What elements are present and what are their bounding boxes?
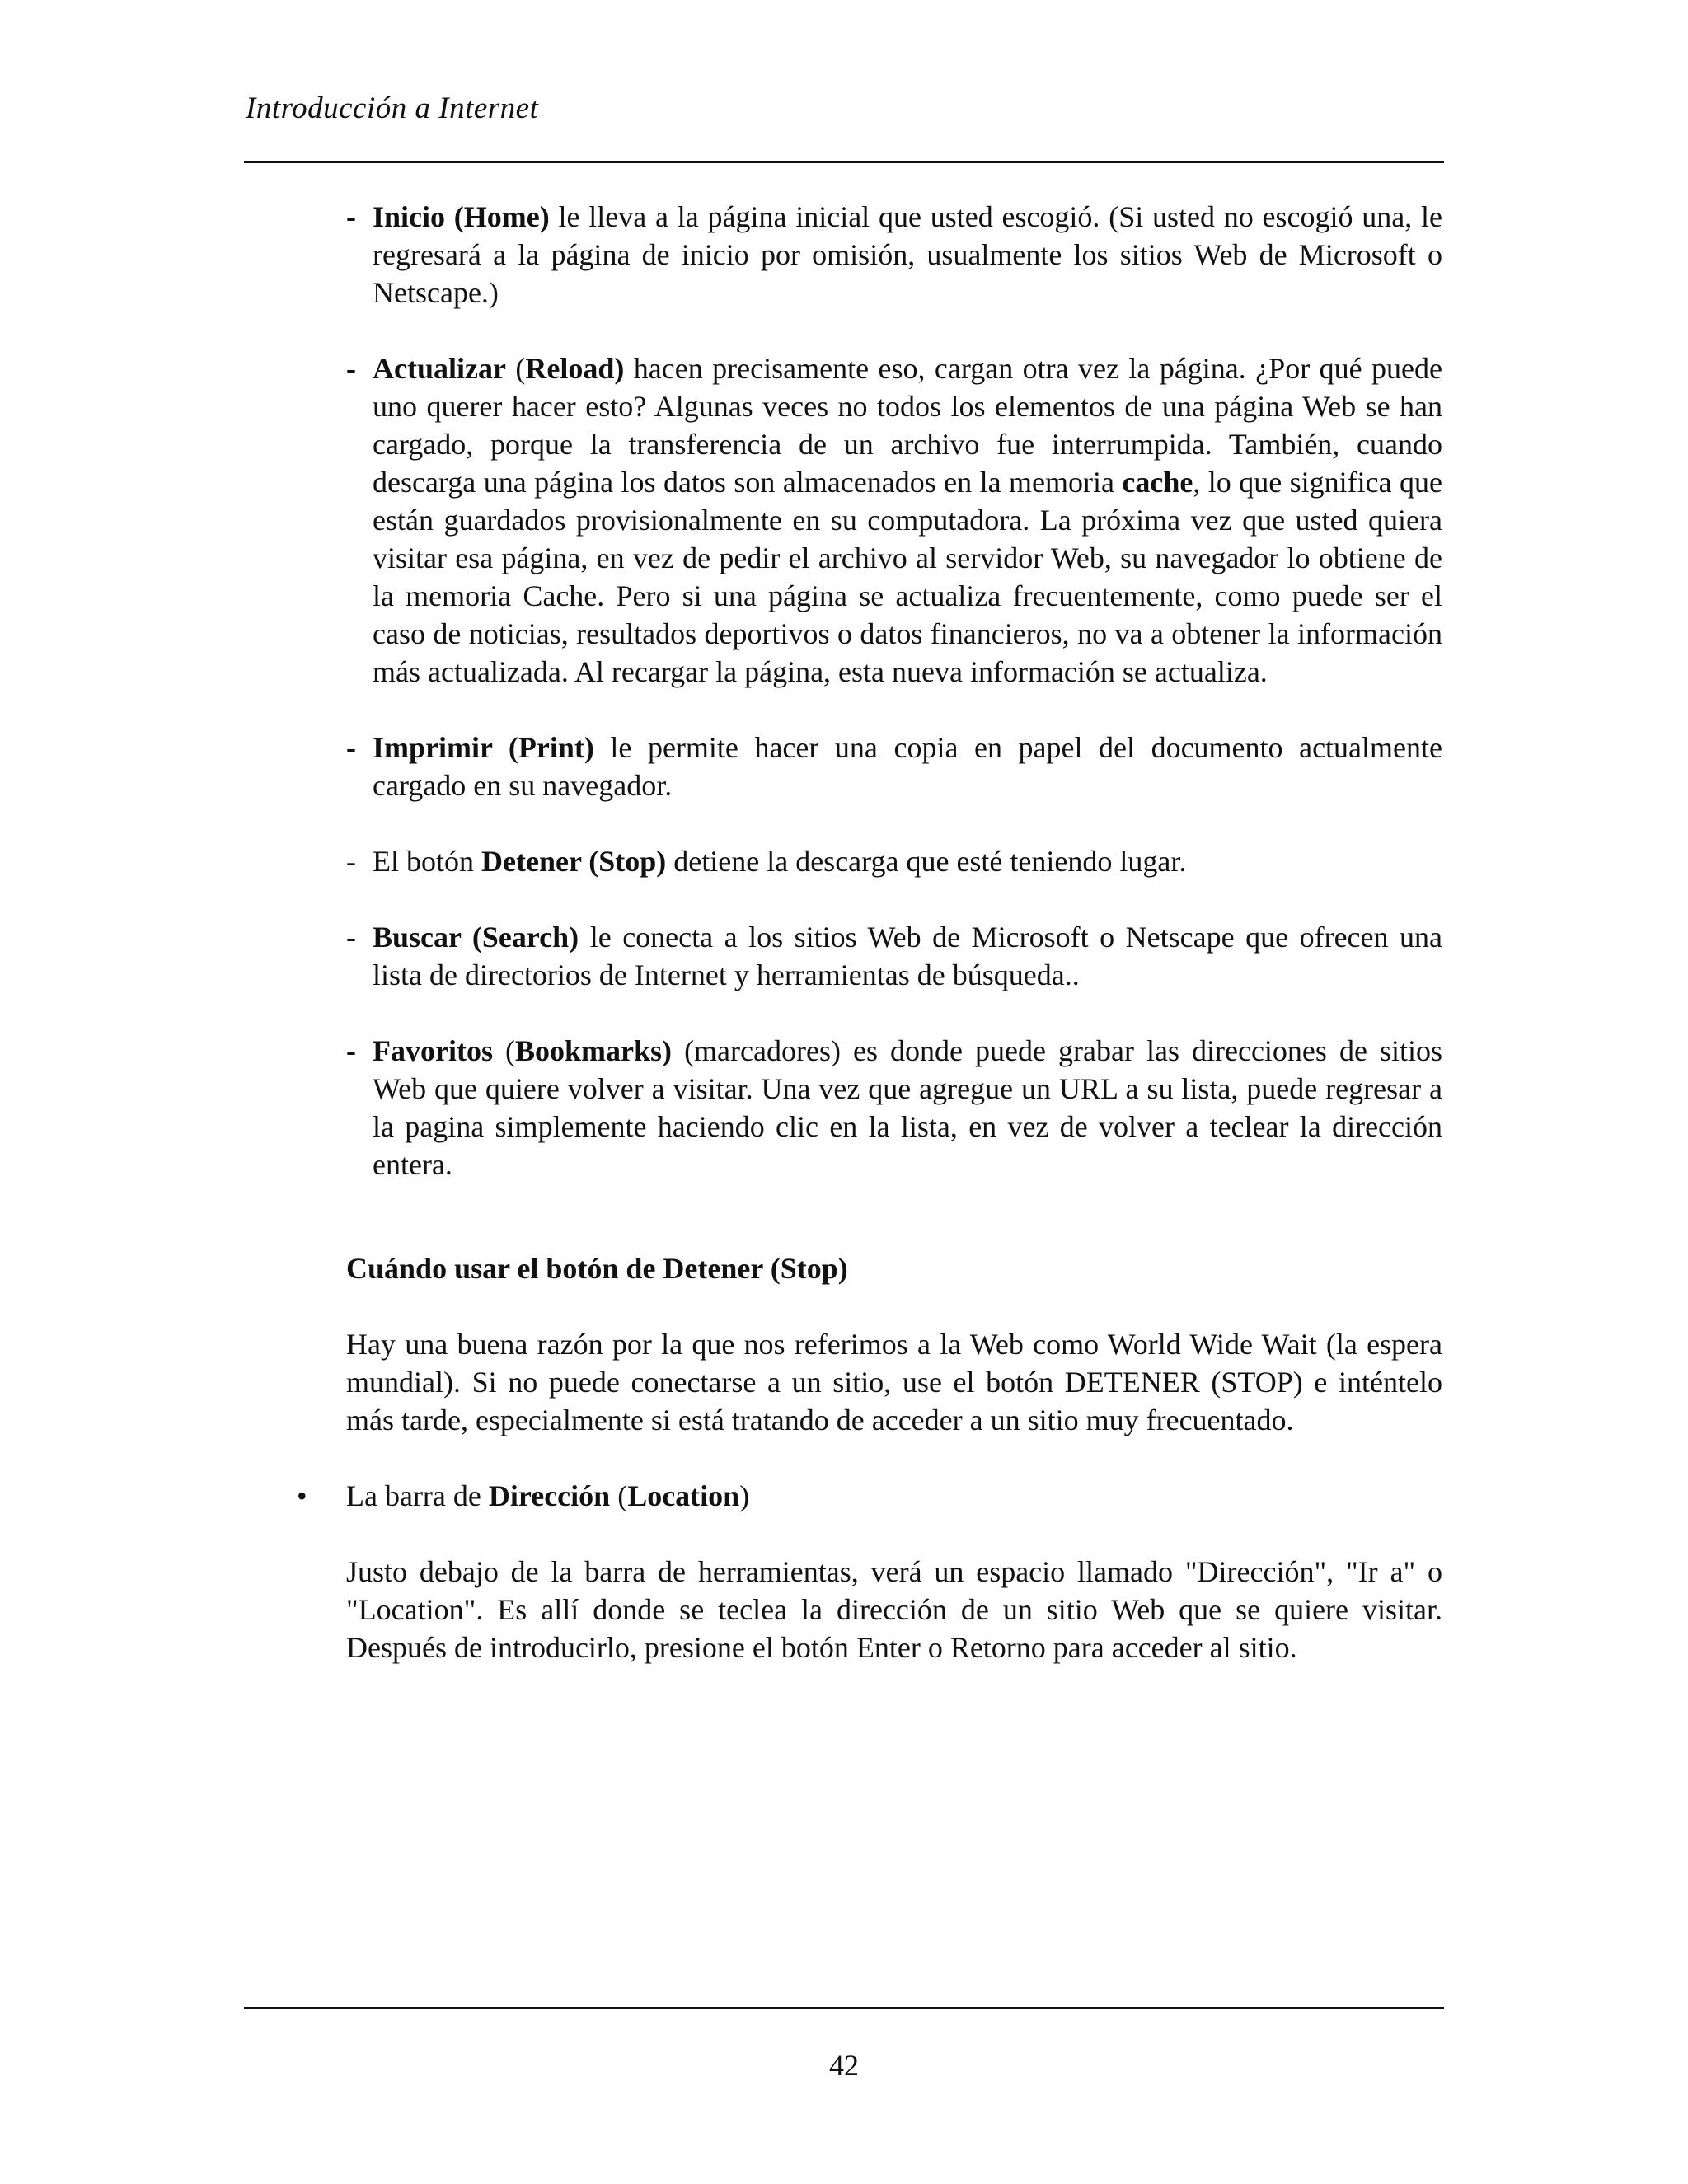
page-number: 42	[829, 2049, 859, 2082]
bullet-term: Location	[627, 1479, 740, 1512]
list-item-search	[346, 918, 1442, 994]
item-text: (	[505, 352, 526, 385]
location-paragraph: Justo debajo de la barra de herramientas, verá un espacio llamado "Dirección", "Ir a" o "Location". Es allí donde se teclea la dirección de un sitio Web que se quiere visitar. Después de introducirlo, presione el botón Enter o Retorno para acceder al sitio.	[346, 1555, 1442, 1664]
item-term: Favoritos	[373, 1034, 493, 1067]
item-text: (	[492, 1034, 515, 1067]
item-dash: -	[346, 921, 356, 954]
list-item-bookmarks	[346, 1032, 1442, 1183]
section-heading: Cuándo usar el botón de Detener (Stop)	[346, 1252, 848, 1285]
item-term: Reload)	[525, 352, 625, 385]
item-term: cache	[1122, 466, 1193, 499]
item-dash: -	[346, 200, 356, 233]
item-text: (marcadores) es donde puede grabar las direcciones de sitios Web que quiere volver a visitar. Una vez que agregue un URL a su lista, puede regresar a la pagina simplemente haciendo clic en la lista, en vez de volver a teclear la dirección entera.	[373, 1034, 1442, 1181]
running-header: Introducción a Internet	[246, 91, 539, 125]
item-text: le conecta a los sitios Web de Microsoft o Netscape que ofrecen una lista de directorios de Internet y herramientas de búsqueda..	[373, 921, 1443, 991]
bullet-text: La barra de	[346, 1479, 489, 1512]
bullet-text: (	[610, 1479, 628, 1512]
item-text: le permite hacer una copia en papel del documento actualmente cargado en su navegador.	[373, 731, 1442, 802]
item-dash: -	[346, 845, 356, 878]
item-text: le lleva a la página inicial que usted escogió. (Si usted no escogió una, le regresará a la página de inicio por omisión, usualmente los sitios Web de Microsoft o Netscape.)	[373, 200, 1442, 309]
bullet-item-location	[297, 1477, 1442, 1515]
item-term: Inicio (Home)	[373, 200, 550, 233]
page-body	[297, 198, 1443, 1704]
item-text: hacen precisamente eso, cargan otra vez la página. ¿Por qué puede uno querer hacer esto? Algunas veces no todos los elementos de una página Web se han cargado, porque la transferencia de un archivo fue interrumpida. También, cuando descarga una página los datos son almacenados en la memoria	[373, 352, 1442, 499]
item-text: El botón	[373, 845, 481, 878]
list-item-reload	[346, 349, 1442, 691]
list-item-stop	[346, 842, 1442, 880]
header-rule	[244, 161, 1444, 163]
item-term: Actualizar	[373, 352, 506, 385]
item-dash: -	[346, 1034, 356, 1067]
footer-rule	[244, 2007, 1444, 2009]
item-text: detiene la descarga que esté teniendo lugar.	[666, 845, 1187, 878]
item-term: Detener (Stop)	[481, 845, 667, 878]
item-dash: -	[346, 731, 356, 764]
bullet-term: Dirección	[488, 1479, 611, 1512]
bullet-icon: •	[297, 1479, 307, 1512]
bullet-text: )	[739, 1479, 750, 1512]
item-term: Buscar (Search)	[373, 921, 579, 954]
item-text: , lo que significa que están guardados provisionalmente en su computadora. La próxima vez que usted quiera visitar esa página, en vez de pedir el archivo al servidor Web, su navegador lo obtiene de la memoria Cache. Pero si una página se actualiza frecuentemente, como puede ser el caso de noticias, resultados deportivos o datos financieros, no va a obtener la información más actualizada. Al recargar la página, esta nueva información se actualiza.	[373, 466, 1443, 688]
section-paragraph: Hay una buena razón por la que nos referimos a la Web como World Wide Wait (la espera mundial). Si no puede conectarse a un sitio, use el botón DETENER (STOP) e inténtelo más tarde, especialmente si está tratando de acceder a un sitio muy frecuentado.	[346, 1328, 1442, 1436]
item-term: Imprimir (Print)	[373, 731, 594, 764]
item-dash: -	[346, 352, 356, 385]
item-term: Bookmarks)	[515, 1034, 673, 1067]
list-item-print	[346, 729, 1442, 804]
list-item-home	[346, 198, 1442, 312]
